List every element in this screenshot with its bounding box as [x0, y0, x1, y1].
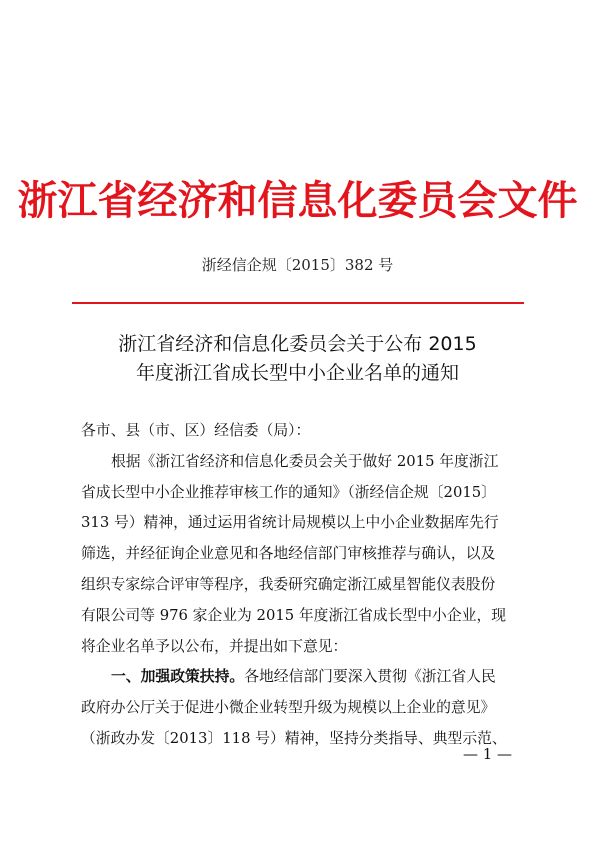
notice-title-line-2: 年度浙江省成长型中小企业名单的通知: [135, 362, 459, 384]
section-1-text: 各地经信部门要深入贯彻《浙江省人民: [244, 668, 496, 686]
header-divider: [72, 302, 524, 304]
page-number: — 1 —: [462, 745, 513, 763]
body-line: 将企业名单予以公布，并提出如下意见：: [81, 637, 348, 655]
salutation: 各市、县（市、区）经信委（局）：: [81, 422, 311, 439]
body-line: （浙政办发〔2013〕118 号）精神，坚持分类指导、典型示范、: [81, 729, 507, 747]
body-line: 根据《浙江省经济和信息化委员会关于做好 2015 年度浙江: [111, 452, 499, 470]
notice-title-line-1: 浙江省经济和信息化委员会关于公布 2015: [118, 333, 477, 355]
body-line: 组织专家综合评审等程序，我委研究确定浙江威星智能仪表股份: [81, 575, 496, 593]
body-line: 政府办公厅关于促进小微企业转型升级为规模以上企业的意见》: [81, 699, 496, 717]
body-line: 有限公司等 976 家企业为 2015 年度浙江省成长型中小企业，现: [81, 606, 507, 624]
notice-title: [0, 330, 595, 388]
body-text: [81, 416, 521, 755]
body-line: 省成长型中小企业推荐审核工作的通知》（浙经信企规〔2015〕: [81, 483, 496, 501]
body-line: 筛选，并经征询企业意见和各地经信部门审核推荐与确认，以及: [81, 545, 496, 563]
section-1-heading: 一、加强政策扶持。: [111, 668, 245, 686]
document-number: 浙经信企规〔2015〕382 号: [201, 256, 394, 274]
section-1-first-line: [81, 662, 521, 693]
document-header-title: 浙江省经济和信息化委员会文件: [17, 177, 578, 224]
body-line: 313 号）精神，通过运用省统计局规模以上中小企业数据库先行: [81, 514, 499, 532]
